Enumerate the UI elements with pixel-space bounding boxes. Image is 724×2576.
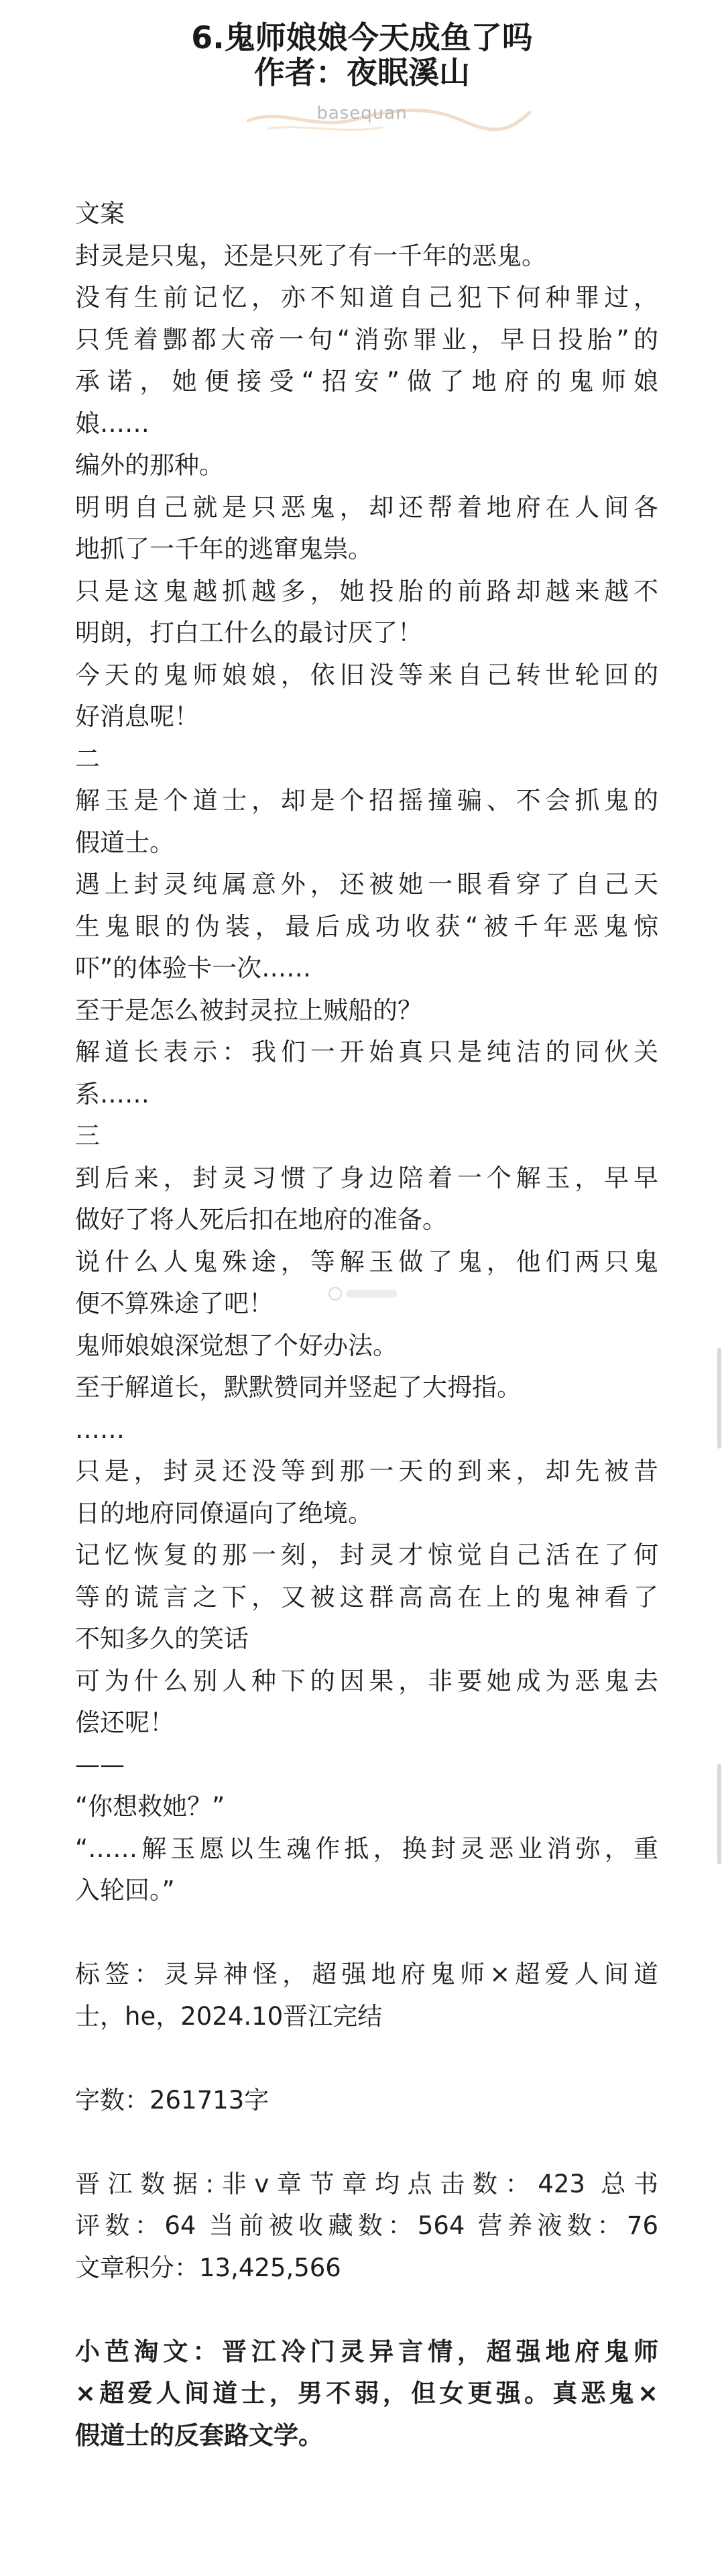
text-line: 说什么人鬼殊途，等解玉做了鬼，他们两只鬼 bbox=[75, 1247, 658, 1276]
text-line: 三 bbox=[75, 1121, 100, 1150]
text-line: 解玉是个道士，却是个招摇撞骗、不会抓鬼的 bbox=[75, 786, 658, 815]
text-line: 二 bbox=[75, 744, 100, 773]
text-line: 偿还呢！ bbox=[75, 1708, 174, 1737]
text-line: 评数：64 当前被收藏数：564 营养液数：76 bbox=[75, 2211, 658, 2240]
text-line: ×超爱人间道士，男不弱，但女更强。真恶鬼× bbox=[75, 2379, 658, 2408]
text-line: 只凭着酆都大帝一句“消弥罪业，早日投胎”的 bbox=[75, 325, 658, 354]
text-line: 遇上封灵纯属意外，还被她一眼看穿了自己天 bbox=[75, 870, 658, 899]
blank-line bbox=[75, 2289, 658, 2331]
text-line: 士，he，2024.10晋江完结 bbox=[75, 2001, 383, 2031]
text-line: 入轮回。” bbox=[75, 1876, 175, 1905]
text-line: 小芭淘文：晋江冷门灵异言情，超强地府鬼师 bbox=[75, 2337, 658, 2366]
text-line: 娘…… bbox=[75, 408, 149, 438]
text-line: —— bbox=[75, 1750, 125, 1779]
text-line: 明明自己就是只恶鬼，却还帮着地府在人间各 bbox=[75, 492, 658, 522]
text-line: 标签：灵异神怪，超强地府鬼师×超爱人间道 bbox=[75, 1960, 658, 1989]
text-line: 地抓了一千年的逃窜鬼祟。 bbox=[75, 535, 373, 563]
text-line: 只是这鬼越抓越多，她投胎的前路却越来越不 bbox=[75, 576, 658, 606]
text-line: 字数：261713字 bbox=[75, 2085, 269, 2115]
text-line: 吓”的体验卡一次…… bbox=[75, 954, 312, 983]
text-line: 解道长表示：我们一开始真只是纯洁的同伙关 bbox=[75, 1038, 658, 1066]
text-line: 日的地府同僚逼向了绝境。 bbox=[75, 1498, 373, 1528]
scrollbar-thumb-lower[interactable] bbox=[717, 1764, 721, 1864]
text-line: 生鬼眼的伪装，最后成功收获“被千年恶鬼惊 bbox=[75, 911, 658, 941]
blank-line bbox=[75, 1912, 658, 1954]
post-header bbox=[0, 20, 724, 90]
text-line: 至于解道长，默默赞同并竖起了大拇指。 bbox=[75, 1373, 522, 1402]
watermark-banner bbox=[0, 94, 724, 141]
text-line: 不知多久的笑话 bbox=[75, 1624, 249, 1653]
scrollbar-thumb[interactable] bbox=[717, 1348, 721, 1449]
text-line: 等的谎言之下，又被这群高高在上的鬼神看了 bbox=[75, 1582, 658, 1612]
text-line: 鬼师娘娘深觉想了个好办法。 bbox=[75, 1331, 398, 1360]
text-line: 文章积分：13,425,566 bbox=[75, 2253, 341, 2282]
blank-line bbox=[75, 2037, 658, 2080]
book-description bbox=[75, 193, 658, 2457]
text-line: 编外的那种。 bbox=[75, 451, 224, 480]
image-watermark-icon bbox=[327, 1284, 401, 1303]
book-title: 6.鬼师娘娘今天成鱼了吗 bbox=[191, 19, 533, 56]
text-line: 做好了将人死后扣在地府的准备。 bbox=[75, 1205, 447, 1234]
text-line: …… bbox=[75, 1414, 125, 1444]
watermark-text: basequan bbox=[316, 103, 408, 123]
text-line: 假道士。 bbox=[75, 828, 174, 857]
text-line: 可为什么别人种下的因果，非要她成为恶鬼去 bbox=[75, 1666, 658, 1695]
blank-line bbox=[75, 2121, 658, 2164]
text-line: 假道士的反套路文学。 bbox=[75, 2420, 323, 2450]
text-line: 系…… bbox=[75, 1079, 149, 1109]
text-line: 记忆恢复的那一刻，封灵才惊觉自己活在了何 bbox=[75, 1541, 658, 1569]
text-line: “……解玉愿以生魂作抵，换封灵恶业消弥，重 bbox=[75, 1834, 658, 1863]
book-author: 作者：夜眠溪山 bbox=[254, 54, 470, 91]
text-line: 好消息呢！ bbox=[75, 702, 199, 731]
text-line: “你想救她？” bbox=[75, 1792, 225, 1821]
text-line: 文案 bbox=[75, 199, 125, 228]
text-line: 明朗，打白工什么的最讨厌了！ bbox=[75, 618, 422, 647]
text-line: 只是，封灵还没等到那一天的到来，却先被昔 bbox=[75, 1457, 658, 1486]
text-line: 便不算殊途了吧！ bbox=[75, 1289, 274, 1318]
text-line: 至于是怎么被封灵拉上贼船的？ bbox=[75, 995, 422, 1025]
text-line: 今天的鬼师娘娘，依旧没等来自己转世轮回的 bbox=[75, 660, 658, 689]
text-line: 到后来，封灵习惯了身边陪着一个解玉，早早 bbox=[75, 1163, 658, 1192]
text-line: 承诺，她便接受“招安”做了地府的鬼师娘 bbox=[75, 367, 658, 396]
text-line: 封灵是只鬼，还是只死了有一千年的恶鬼。 bbox=[75, 241, 546, 270]
text-line: 没有生前记忆，亦不知道自己犯下何种罪过， bbox=[75, 283, 658, 312]
text-line: 晋江数据:非v章节章均点击数：423 总书 bbox=[75, 2169, 658, 2198]
